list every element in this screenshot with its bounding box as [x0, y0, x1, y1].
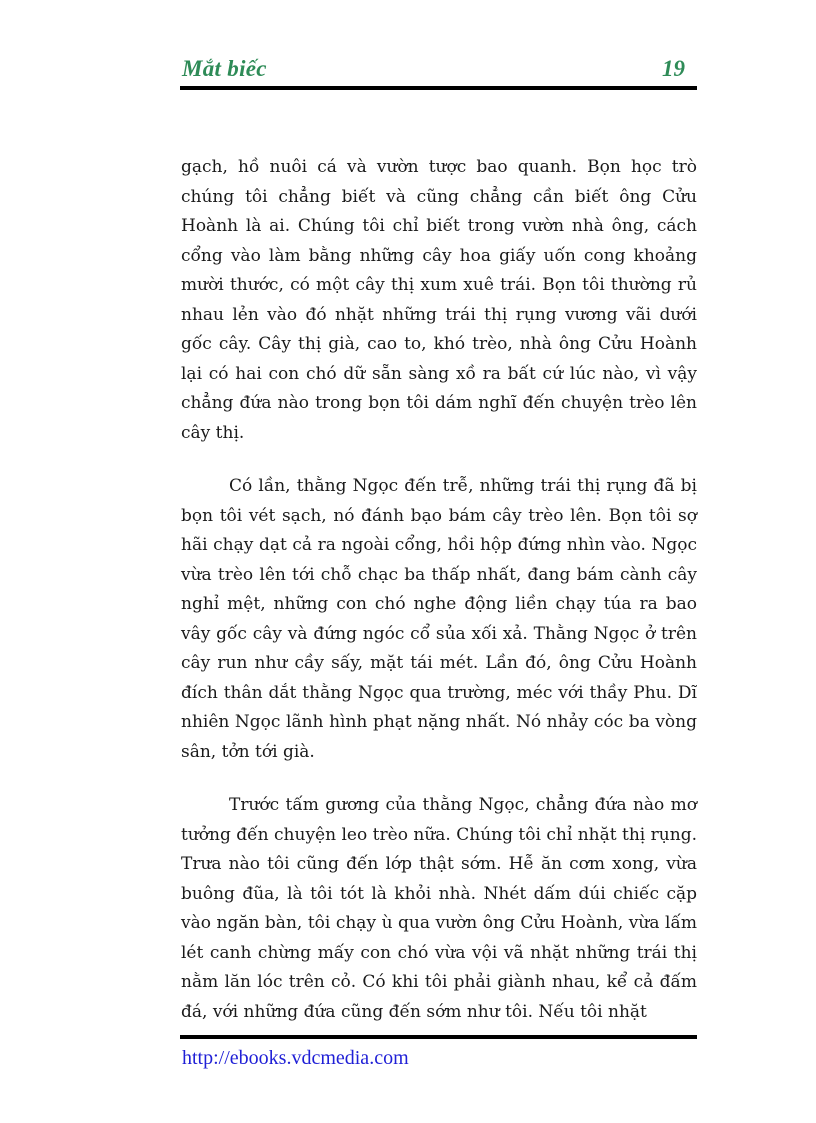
paragraph-2: Có lần, thằng Ngọc đến trễ, những trái thị rụng đã bị bọn tôi vét sạch, nó đánh bạo bám cây trèo lên. Bọn tôi sợ hãi chạy dạt cả ra ngoài cổng, hồi hộp đứng nhìn vào. Ngọc vừa trèo lên tới chỗ chạc ba thấp nhất, đang bám cành cây nghỉ mệt, những con chó nghe động liền chạy túa ra bao vây gốc cây và đứng ngóc cổ sủa xối xả. Thằng Ngọc ở trên cây run như cầy sấy, mặt tái mét. Lần đó, ông Cửu Hoành đích thân dắt thằng Ngọc qua trường, méc với thầy Phu. Dĩ nhiên Ngọc lãnh hình phạt nặng nhất. Nó nhảy cóc ba vòng sân, tởn tới già. [181, 476, 697, 762]
paragraph-3: Trước tấm gương của thằng Ngọc, chẳng đứa nào mơ tưởng đến chuyện leo trèo nữa. Chúng tôi chỉ nhặt thị rụng. Trưa nào tôi cũng đến lớp thật sớm. Hễ ăn cơm xong, vừa buông đũa, là tôi tót là khỏi nhà. Nhét dấm dúi chiếc cặp vào ngăn bàn, tôi chạy ù qua vườn ông Cửu Hoành, vừa lấm lét canh chừng mấy con chó vừa vội vã nhặt những trái thị nằm lăn lóc trên cỏ. Có khi tôi phải giành nhau, kể cả đấm đá, với những đứa cũng đến sớm như tôi. Nếu tôi nhặt [181, 795, 697, 1022]
footer-website-link[interactable]: http://ebooks.vdcmedia.com [182, 1047, 409, 1069]
paragraph-1: gạch, hồ nuôi cá và vườn tược bao quanh. Bọn học trò chúng tôi chẳng biết và cũng chẳng cần biết ông Cửu Hoành là ai. Chúng tôi chỉ biết trong vườn nhà ông, cách cổng vào làm bằng những cây hoa giấy uốn cong khoảng mười thước, có một cây thị xum xuê trái. Bọn tôi thường rủ nhau lẻn vào đó nhặt những trái thị rụng vương vãi dưới gốc cây. Cây thị già, cao to, khó trèo, nhà ông Cửu Hoành lại có hai con chó dữ sẵn sàng xồ ra bất cứ lúc nào, vì vậy chẳng đứa nào trong bọn tôi dám nghĩ đến chuyện trèo lên cây thị. [181, 157, 697, 443]
body-text [181, 153, 697, 1051]
header-rule [180, 86, 697, 90]
page-header [180, 56, 697, 88]
book-title: Mắt biếc [182, 56, 267, 81]
page-number: 19 [662, 56, 685, 81]
footer-rule [180, 1035, 697, 1039]
